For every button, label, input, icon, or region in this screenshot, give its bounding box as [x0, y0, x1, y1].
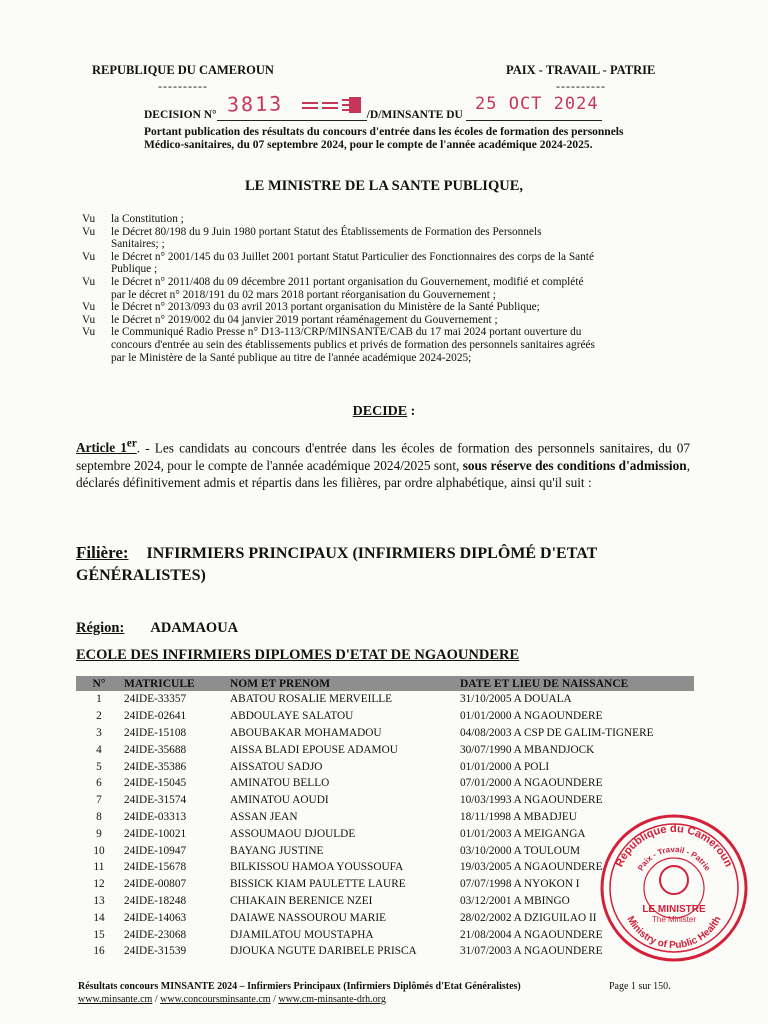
cell-number: 7 [96, 794, 102, 807]
cell-name: ASSAN JEAN [230, 810, 298, 823]
vu-line: le Décret n° 2019/002 du 04 janvier 2019 portant réaménagement du Gouvernement ; [111, 313, 498, 326]
table-row [76, 792, 694, 809]
cell-matricule: 24IDE-10021 [124, 827, 187, 840]
vu-text [111, 251, 702, 276]
link-sep: / [270, 994, 279, 1005]
decision-subtitle [144, 126, 704, 152]
region-value: ADAMAOUA [150, 620, 239, 636]
cell-birth: 31/07/2003 A NGAOUNDERE [460, 945, 603, 958]
article-bold: sous réserve des conditions d'admission [462, 457, 687, 473]
table-header-row [76, 676, 694, 691]
vu-label: Vu [82, 213, 96, 225]
cell-name: BISSICK KIAM PAULETTE LAURE [230, 878, 406, 891]
vu-text [111, 301, 702, 314]
vu-line: par le Ministère de la Santé publique au titre de l'année académique 2024-2025; [111, 351, 472, 364]
vu-text [111, 226, 702, 251]
seal-text-top: République du Cameroun [613, 822, 735, 869]
cell-number: 4 [96, 743, 102, 756]
cell-name: AISSATOU SADJO [230, 760, 323, 773]
cell-birth: 31/10/2005 A DOUALA [460, 693, 572, 706]
cell-name: DAIAWE NASSOUROU MARIE [230, 911, 386, 924]
cell-birth: 21/08/2004 A NGAOUNDERE [460, 928, 603, 941]
vu-item [82, 251, 702, 276]
cell-birth: 19/03/2005 A NGAOUNDERE [460, 861, 603, 874]
vu-line: concours d'entrée au sein des établissements publics et privés de formation des personnels sanitaires agréés [111, 338, 595, 351]
cell-number: 12 [93, 878, 105, 891]
decision-date-stamp: 25 OCT 2024 [475, 94, 599, 114]
decision-middle: /D/MINSANTE DU [366, 109, 463, 121]
region-heading [76, 620, 238, 637]
seal-text-bottom: Ministry of Public Health [624, 914, 724, 952]
vu-text [111, 326, 702, 364]
vu-item [82, 301, 702, 314]
vu-label: Vu [82, 313, 96, 326]
cell-matricule: 24IDE-10947 [124, 844, 187, 857]
cell-number: 13 [93, 894, 105, 907]
cell-birth: 10/03/1993 A NGAOUNDERE [460, 794, 603, 807]
cell-name: AMINATOU BELLO [230, 777, 330, 790]
vu-item [82, 314, 702, 327]
cell-number: 10 [93, 844, 105, 857]
page-number: Page 1 sur 150. [609, 981, 671, 992]
cell-matricule: 24IDE-31574 [124, 794, 187, 807]
cell-number: 3 [96, 726, 102, 739]
seal-subtitle: The Minister [651, 915, 697, 924]
link-minsante[interactable]: www.minsante.cm [78, 994, 153, 1005]
motto-separator: ---------- [556, 79, 606, 93]
vu-line: le Décret 80/198 du 9 Juin 1980 portant Statut des Établissements de Formation des Personnels [111, 225, 542, 238]
cell-number: 8 [96, 810, 102, 823]
cell-matricule: 24IDE-14063 [124, 911, 187, 924]
table-row [76, 758, 694, 775]
vu-line: le Décret n° 2013/093 du 03 avril 2013 portant organisation du Ministère de la Santé Publique; [111, 301, 540, 314]
vu-text [111, 213, 702, 226]
cell-birth: 07/01/2000 A NGAOUNDERE [460, 777, 603, 790]
cell-number: 11 [93, 861, 105, 874]
article-text-a: - Les candidats au concours d'entrée dans les écoles de formation des personnels sanitaires, du 07 septembre 2024, pour le compte de l'année académique 2024/2025 sont, [76, 440, 690, 473]
cell-name: ABDOULAYE SALATOU [230, 710, 354, 723]
footer-links [78, 994, 386, 1005]
cell-birth: 01/01/2003 A MEIGANGA [460, 827, 586, 840]
cell-name: ABOUBAKAR MOHAMADOU [230, 726, 382, 739]
cell-matricule: 24IDE-02641 [124, 710, 187, 723]
vu-line: le Communiqué Radio Presse n° D13-113/CRP/MINSANTE/CAB du 17 mai 2024 portant ouverture du [111, 326, 582, 339]
article-label-text: Article 1 [76, 440, 127, 456]
cell-name: ASSOUMAOU DJOULDE [230, 827, 356, 840]
cell-birth: 01/01/2000 A POLI [460, 760, 550, 773]
cell-birth: 28/02/2002 A DZIGUILAO II [460, 911, 597, 924]
cell-number: 5 [96, 760, 102, 773]
article-label [76, 440, 137, 455]
filiere-value: INFIRMIERS PRINCIPAUX (INFIRMIERS DIPLÔMÉ D'ETAT GÉNÉRALISTES) [76, 545, 597, 584]
vu-text [111, 276, 702, 301]
article-label-sup: er [126, 438, 137, 450]
national-motto: PAIX - TRAVAIL - PATRIE [506, 63, 656, 77]
cell-matricule: 24IDE-00807 [124, 878, 187, 891]
header-matricule: MATRICULE [122, 676, 228, 691]
cell-number: 9 [96, 827, 102, 840]
header-number: N° [76, 676, 122, 691]
header-birth: DATE ET LIEU DE NAISSANCE [458, 676, 694, 691]
link-drh[interactable]: www.cm-minsante-drh.org [278, 994, 386, 1005]
country-separator: ---------- [158, 79, 208, 93]
decision-number-stamp: 3813 [226, 91, 284, 117]
decide-colon: : [407, 404, 416, 419]
filiere-label: Filière: [76, 543, 129, 562]
table-row [76, 775, 694, 792]
vu-label: Vu [82, 250, 96, 263]
cell-name: ABATOU ROSALIE MERVEILLE [230, 693, 393, 706]
decide-heading [0, 404, 768, 420]
vu-label: Vu [82, 326, 96, 339]
decision-prefix: DECISION N° [144, 109, 217, 121]
seal-title: LE MINISTRE [642, 904, 706, 915]
vu-label: Vu [82, 301, 96, 314]
table-row [76, 691, 694, 708]
cell-matricule: 24IDE-35688 [124, 743, 187, 756]
cell-matricule: 24IDE-35386 [124, 760, 187, 773]
vu-label: Vu [82, 275, 96, 288]
cell-name: DJOUKA NGUTE DARIBELE PRISCA [230, 945, 417, 958]
stamp-marks [300, 96, 366, 114]
cell-matricule: 24IDE-15108 [124, 726, 187, 739]
vu-line: le Décret n° 2011/408 du 09 décembre 2011 portant organisation du Gouvernement, modifié et complété [111, 275, 584, 288]
cell-name: DJAMILATOU MOUSTAPHA [230, 928, 374, 941]
cell-name: AISSA BLADI EPOUSE ADAMOU [230, 743, 398, 756]
table-row [76, 741, 694, 758]
seal-emblem [660, 866, 688, 894]
article-1 [76, 436, 690, 492]
official-seal [598, 812, 750, 964]
cell-matricule: 24IDE-31539 [124, 945, 187, 958]
vu-item [82, 213, 702, 226]
subtitle-line: Médico-sanitaires, du 07 septembre 2024, pour le compte de l'année académique 2024-2025. [144, 139, 593, 151]
subtitle-line: Portant publication des résultats du concours d'entrée dans les écoles de formation des personnels [144, 126, 624, 138]
region-label: Région: [76, 620, 125, 636]
vu-label: Vu [82, 225, 96, 238]
link-sep: / [152, 994, 161, 1005]
vu-line: le Décret n° 2001/145 du 03 Juillet 2001 portant Statut Particulier des Fonctionnaires des corps de la Santé [111, 250, 594, 263]
vu-item [82, 226, 702, 251]
cell-birth: 01/01/2000 A NGAOUNDERE [460, 710, 603, 723]
cell-matricule: 24IDE-15678 [124, 861, 187, 874]
cell-name: BILKISSOU HAMOA YOUSSOUFA [230, 861, 404, 874]
school-heading: ECOLE DES INFIRMIERS DIPLOMES D'ETAT DE NGAOUNDERE [76, 647, 520, 663]
vu-line: par le décret n° 2018/191 du 02 mars 2018 portant réorganisation du Gouvernement ; [111, 288, 496, 301]
cell-matricule: 24IDE-15045 [124, 777, 187, 790]
cell-matricule: 24IDE-33357 [124, 693, 187, 706]
decide-label: DECIDE [352, 404, 408, 419]
cell-number: 6 [96, 777, 102, 790]
filiere-heading [76, 542, 696, 587]
seal-outer-ring [602, 816, 746, 960]
table-row [76, 708, 694, 725]
cell-matricule: 24IDE-18248 [124, 894, 187, 907]
cell-number: 1 [96, 693, 102, 706]
cell-matricule: 24IDE-23068 [124, 928, 187, 941]
seal-text-motto: Paix - Travail - Patrie [636, 844, 713, 873]
vu-line: la Constitution ; [111, 213, 184, 225]
article-text-b: , déclarés définitivement admis et répartis dans les filières, par ordre alphabétique, ainsi qu'il suit : [76, 457, 691, 491]
cell-birth: 03/12/2001 A MBINGO [460, 894, 570, 907]
vu-list [82, 213, 702, 364]
table-row [76, 725, 694, 742]
cell-number: 16 [93, 945, 105, 958]
vu-line: Publique ; [111, 263, 158, 276]
cell-birth: 30/07/1990 A MBANDJOCK [460, 743, 595, 756]
cell-name: AMINATOU AOUDI [230, 794, 329, 807]
cell-birth: 18/11/1998 A MBADJEU [460, 810, 577, 823]
cell-number: 2 [96, 710, 102, 723]
vu-line: Sanitaires; ; [111, 238, 165, 251]
cell-number: 15 [93, 928, 105, 941]
link-concours[interactable]: www.concoursminsante.cm [160, 994, 271, 1005]
vu-item [82, 276, 702, 301]
minister-title: LE MINISTRE DE LA SANTE PUBLIQUE, [245, 178, 523, 194]
vu-item [82, 326, 702, 364]
article-dot: . [136, 440, 141, 456]
cell-name: CHIAKAIN BERENICE NZEI [230, 894, 373, 907]
vu-text [111, 314, 702, 327]
header-name: NOM ET PRENOM [228, 676, 458, 691]
cell-name: BAYANG JUSTINE [230, 844, 324, 857]
footer-title: Résultats concours MINSANTE 2024 – Infirmiers Principaux (Infirmiers Diplômés d'Etat Généralistes) [78, 981, 521, 992]
cell-matricule: 24IDE-03313 [124, 810, 187, 823]
cell-birth: 04/08/2003 A CSP DE GALIM-TIGNERE [460, 726, 654, 739]
cell-birth: 07/07/1998 A NYOKON I [460, 878, 580, 891]
country-name: REPUBLIQUE DU CAMEROUN [92, 63, 274, 77]
cell-number: 14 [93, 911, 105, 924]
cell-birth: 03/10/2000 A TOULOUM [460, 844, 581, 857]
